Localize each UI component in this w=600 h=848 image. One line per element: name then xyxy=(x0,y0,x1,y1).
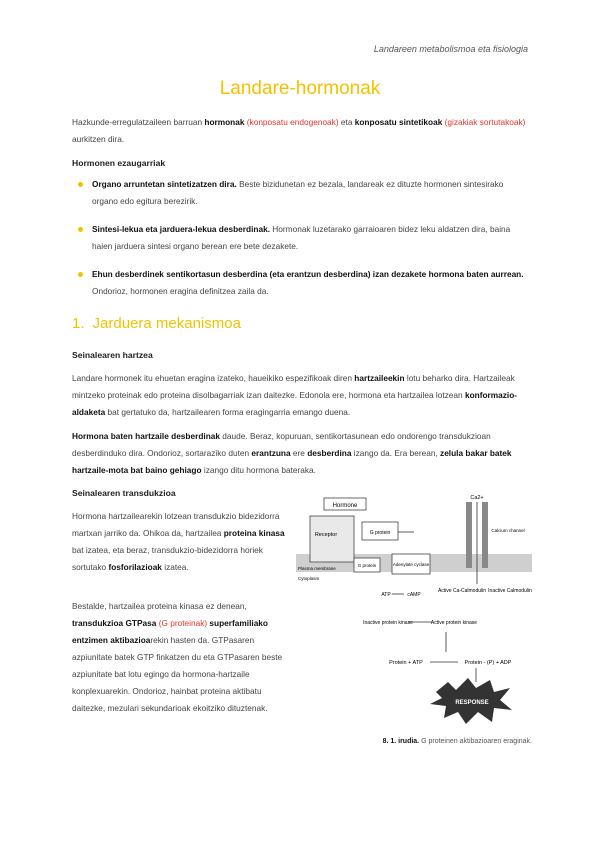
calcium-channel-right xyxy=(482,502,488,568)
features-list xyxy=(92,176,528,311)
active-calmodulin-label: Active Ca-Calmodulin xyxy=(437,588,487,594)
feature-item: Ehun desberdinek sentikortasun desberdina (eta erantzun desberdina) izan dezakete hormona baten aurrean. Ondorioz, hormonen eragina definitzea zaila da. xyxy=(92,266,528,300)
adenylate-label: Adenylate cyclase xyxy=(392,562,430,567)
receptor-label: Receptor xyxy=(314,532,338,538)
feature-item: Organo arruntetan sintetizatzen dira. Beste bizidunetan ez bezala, landareak ez dituzte hormonen sintesirako organo edo egitura berezirik. xyxy=(92,176,528,210)
calcium-channel-label: Calcium channel xyxy=(491,528,525,533)
plasma-membrane-label: Plasma membrane xyxy=(298,566,336,571)
protein-atp-label: Protein + ATP xyxy=(389,660,423,666)
transduction-paragraph-1: Hormona hartzailearekin lotzean transdukzio bidezidorra martxan jarriko da. Ohikoa da, hartzailea proteina kinasa bat izatea, eta beraz, transdukzio-bidezidorra horiek sortutako fosforilazioak izatea. xyxy=(72,511,285,572)
active-kinase-label: Active protein kinase xyxy=(430,620,478,626)
running-header: Landareen metabolismoa eta fisiologia xyxy=(373,44,528,54)
intro-paragraph: Hazkunde-erregulatzaileen barruan hormonak (konposatu endogenoak) eta konposatu sintetikoak (gizakiak sortutakoak) aurkitzen dira. xyxy=(72,117,526,144)
reception-paragraph-1: Landare hormonek itu ehuetan eragina izateko, haueikiko espezifikoak diren hartzaileekin lotu beharko dira. Hartzaileak mintzeko proteinak edo proteina disolbagarriak izan daitezke. Edonola ere, hormona eta hartzailea lotzean konformazio-aldaketa bat gertatuko da, hartzailearen forma eragingarria emango duena. xyxy=(72,373,518,417)
cytoplasm-label: Cytoplasm xyxy=(298,576,320,581)
bullet-icon xyxy=(78,182,83,187)
inactive-kinase-label: Inactive protein kinase xyxy=(363,620,413,626)
bullet-icon xyxy=(78,227,83,232)
inactive-calmodulin-label: Inactive Calmodulin xyxy=(488,588,532,594)
page-title: Landare-hormonak xyxy=(219,78,381,99)
response-label: RESPONSE xyxy=(455,700,489,706)
protein-p-label: Protein - (P) + ADP xyxy=(464,660,512,666)
transduction-heading: Seinalearen transdukzioa xyxy=(72,488,176,498)
section-heading: 1. Jarduera mekanismoa xyxy=(72,315,241,332)
reception-paragraph-2: Hormona baten hartzaile desberdinak daude. Beraz, kopuruan, sentikortasunean edo ondorengo transdukzioan desberdinduko dira. Ondorioz, sortaraziko duten erantzuna ere desberdina izango da. Era berean, zelula bakar batek hartzaile-mota bat baino gehiago izango ditu hormona bateraka. xyxy=(72,431,512,475)
figure-caption: 8. 1. irudia. G proteinen aktibazioaren eraginak. xyxy=(382,738,532,745)
calcium-channel-left xyxy=(466,502,472,568)
feature-item: Sintesi-lekua eta jarduera-lekua desberdinak. Hormonak luzetarako garraioaren bidez leku aldatzen dira, baina haien jarduera sintesi organo berean ere bete dezakete. xyxy=(92,221,528,255)
atp-label: ATP xyxy=(381,592,391,598)
reception-heading: Seinalearen hartzea xyxy=(72,350,153,360)
g-protein-label: G protein xyxy=(369,530,391,536)
receptor-shape xyxy=(310,516,354,562)
hormone-label: Hormone xyxy=(332,503,358,509)
g-label: G protein xyxy=(357,563,377,568)
camp-label: cAMP xyxy=(407,592,421,598)
features-heading: Hormonen ezaugarriak xyxy=(72,158,166,168)
bullet-icon xyxy=(78,272,83,277)
g-protein-figure xyxy=(296,492,532,728)
transduction-paragraph-2: Bestalde, hartzailea proteina kinasa ez denean, transdukzioa GTPasa (G proteinak) superfamiliako entzimen aktibazioarekin hasten da. GTPasaren azpiunitate batek GTP finkatzen du eta GTPasaren beste azpiunitate bat lotu egingo da hormona-hartzaile konplexuarekin. Ondorioz, hainbat proteina aktibatu daitezke, mezulari sekundarioak ekoitziko dituztenak. xyxy=(72,601,283,713)
calcium-label: Ca2+ xyxy=(470,495,484,501)
